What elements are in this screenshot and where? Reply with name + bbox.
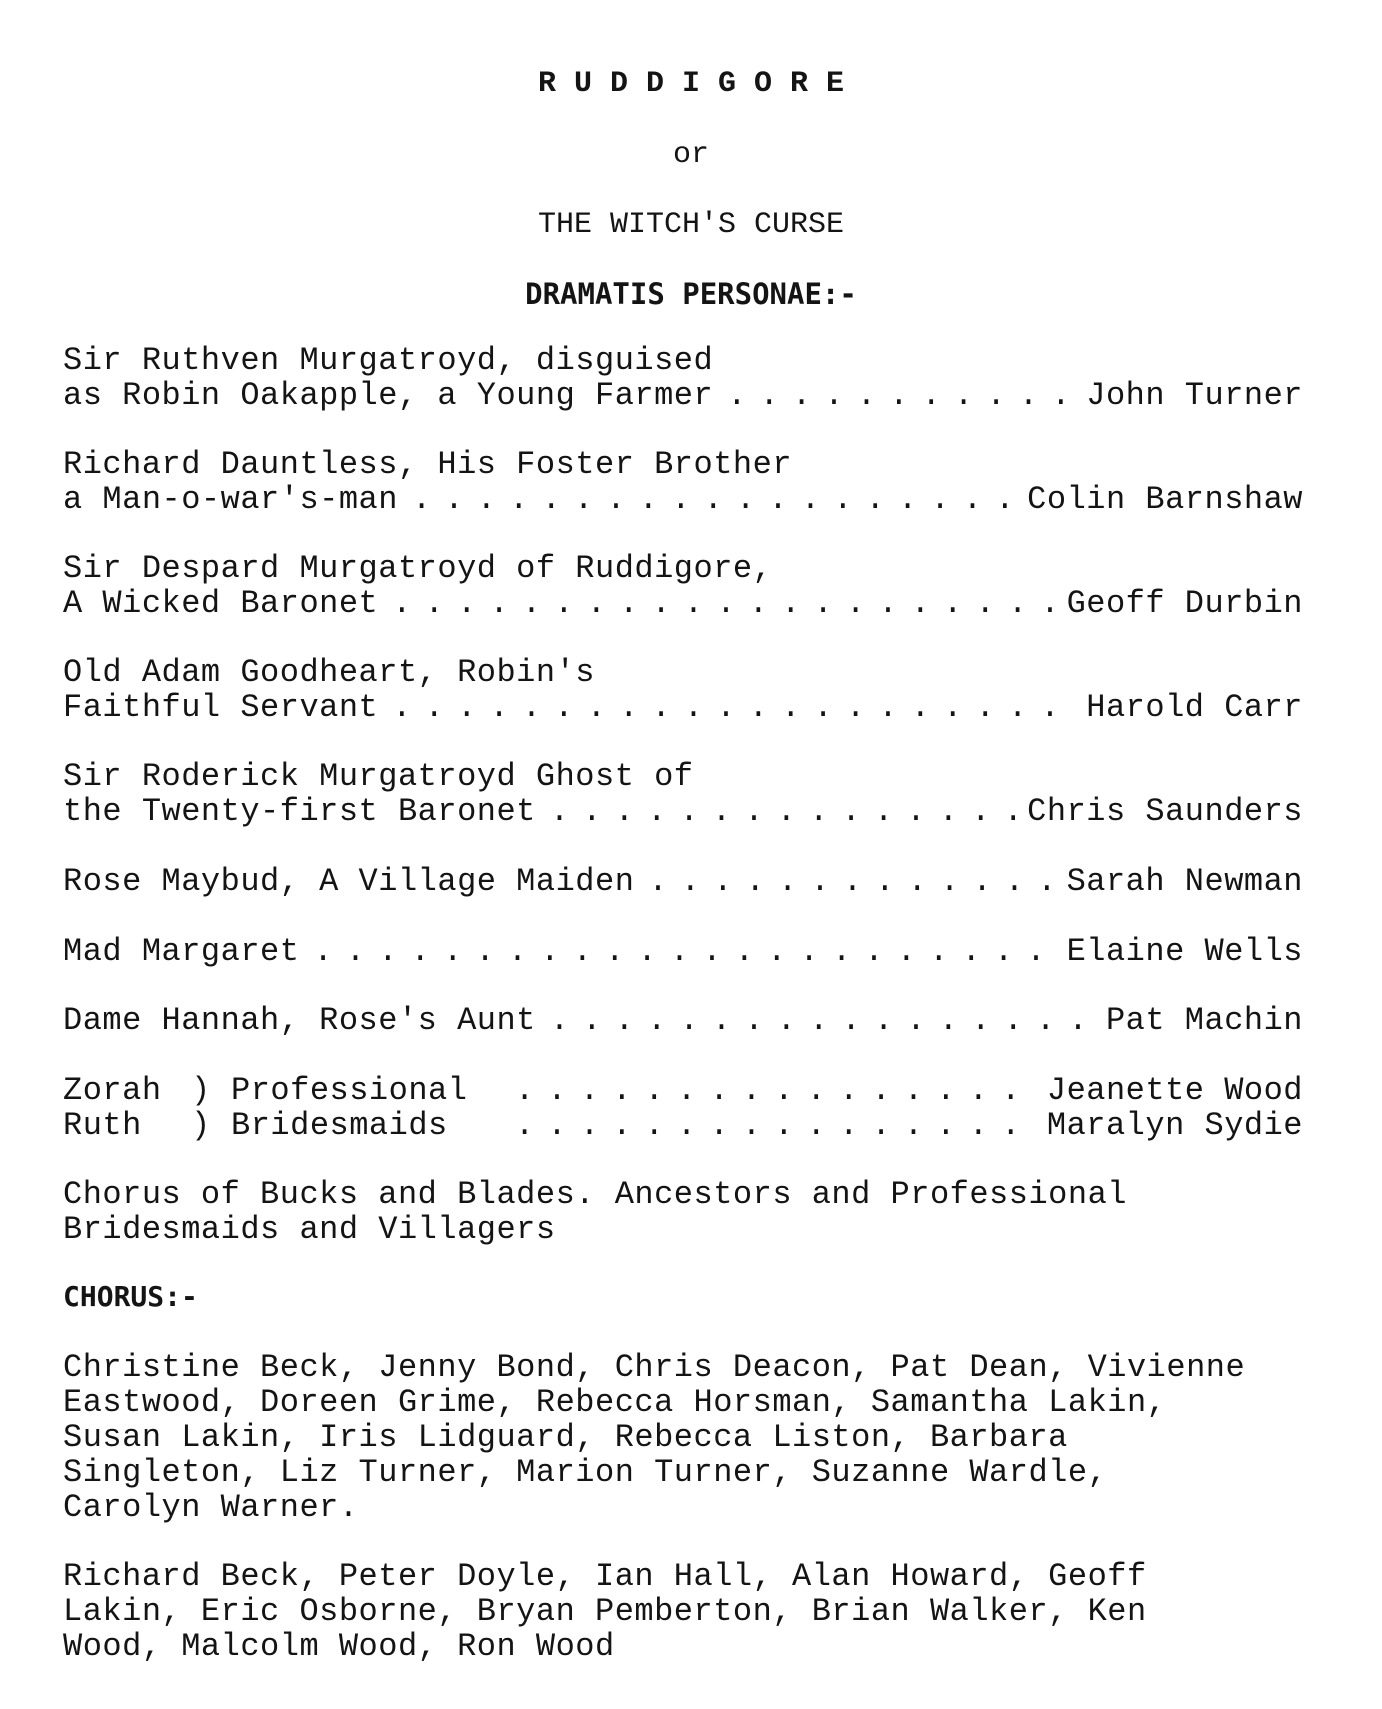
dot-leader [550,1003,1094,1038]
role-description: Mad Margaret [63,933,300,970]
cast-entry [63,934,1303,969]
character-name: Ruth [63,1107,142,1144]
dot-leader [412,482,1015,517]
actor-name: Sarah Newman [1066,863,1303,900]
section-heading-dramatis-personae: DRAMATIS PERSONAE:- [525,277,857,311]
title-conjunction: or [672,138,709,172]
cast-entry [63,655,1303,725]
role-row [63,934,1303,969]
actor-name: Jeanette Wood [1046,1072,1303,1109]
cast-entry [63,1003,1303,1038]
actor-name: Elaine Wells [1066,933,1303,970]
cast-entry [63,864,1303,899]
actor-name: Maralyn Sydie [1046,1107,1303,1144]
cast-entry [63,759,1303,829]
role-description-line2: Faithful Servant [63,689,379,726]
actor-name: Geoff Durbin [1066,585,1303,622]
dot-leader [392,690,1074,725]
bracket: ) [191,1072,211,1109]
cast-entry [63,551,1303,621]
role-row [63,864,1303,899]
role-description: Dame Hannah, Rose's Aunt [63,1002,536,1039]
role-description-line1: Sir Ruthven Murgatroyd, disguised [63,342,714,379]
page-title: R U D D I G O R E [537,67,845,101]
subtitle: THE WITCH'S CURSE [537,208,845,242]
role-description-line2: A Wicked Baronet [63,585,379,622]
role-row [63,1003,1303,1038]
role-description-line2: as Robin Oakapple, a Young Farmer [63,377,714,414]
chorus-note: Chorus of Bucks and Blades. Ancestors and Professional Bridesmaids and Villagers [63,1176,1127,1248]
actor-name: Chris Saunders [1027,793,1303,830]
bracket: ) [191,1107,211,1144]
dot-leader [515,1073,1035,1108]
role-row [63,378,1303,413]
actor-name: Harold Carr [1086,689,1303,726]
bridesmaids-entry [63,1073,1303,1143]
cast-entry [63,447,1303,517]
role-description: Rose Maybud, A Village Maiden [63,863,635,900]
cast-entry [63,343,1303,413]
actor-name: John Turner [1086,377,1303,414]
bridesmaid-row [63,1108,1303,1143]
role-row [63,586,1303,621]
role-description-line1: Sir Roderick Murgatroyd Ghost of [63,758,694,795]
chorus-men-list: Richard Beck, Peter Doyle, Ian Hall, Alan Howard, Geoff Lakin, Eric Osborne, Bryan Pemberton, Brian Walker, Ken Wood, Malcolm Wood, Ron Wood [63,1558,1147,1665]
role-description-line1: Richard Dauntless, His Foster Brother [63,446,793,483]
role-description: Bridesmaids [231,1107,448,1144]
actor-name: Pat Machin [1105,1002,1303,1039]
chorus-ladies-list: Christine Beck, Jenny Bond, Chris Deacon, Pat Dean, Vivienne Eastwood, Doreen Grime, Rebecca Horsman, Samantha Lakin, Susan Lakin, Iris Lidguard, Rebecca Liston, Barbara Singleton, Liz Turner, Marion Turner, Suzanne Wardle, Carolyn Warner. [63,1349,1246,1526]
actor-name: Colin Barnshaw [1027,481,1303,518]
bridesmaid-row [63,1073,1303,1108]
role-description-line2: the Twenty-first Baronet [63,793,536,830]
role-description-line1: Old Adam Goodheart, Robin's [63,654,595,691]
dot-leader [313,934,1054,969]
role-row [63,690,1303,725]
dot-leader [550,794,1015,829]
role-row [63,482,1303,517]
role-row [63,794,1303,829]
role-description-line1: Sir Despard Murgatroyd of Ruddigore, [63,550,773,587]
role-description-line2: a Man-o-war's-man [63,481,398,518]
role-description: Professional [231,1072,468,1109]
dot-leader [727,378,1074,413]
dot-leader [648,864,1054,899]
dot-leader [392,586,1054,621]
character-name: Zorah [63,1072,162,1109]
section-heading-chorus: CHORUS:- [63,1280,198,1313]
dot-leader [515,1108,1035,1143]
